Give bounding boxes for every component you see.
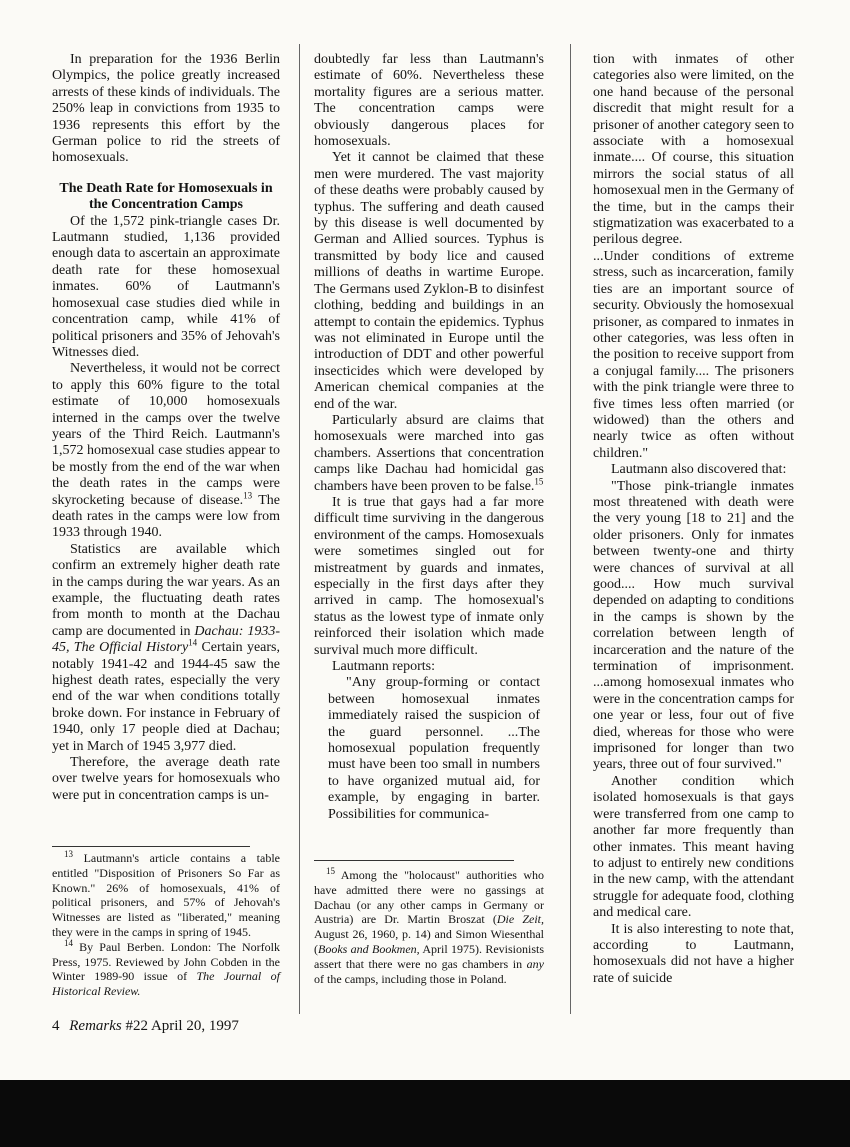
- footnote-15: [314, 868, 544, 986]
- paragraph: It is also interesting to note that, according to Lautmann, homosexuals did not have a higher rate of suicide: [593, 921, 794, 986]
- paragraph: Of the 1,572 pink-triangle cases Dr. Lautmann studied, 1,136 provided enough data to ascertain an approximate death rate for these homosexual inmates. 60% of Lautmann's homosexual case studies died while in concentration camp, while 41% of political prisoners and 35% of Jehovah's Witnesses died.: [52, 213, 280, 360]
- footnote-rule: [314, 860, 514, 861]
- text-run: Lautmann's article contains a table entitled "Disposition of Prisoners So Far as Known." 26% of homosexuals, 41% of political prisoners, and 57% of Jehovah's Witnesses are listed as "liberated," meaning they were in the camps in spring of 1945.: [52, 851, 280, 939]
- paragraph: Yet it cannot be claimed that these men were murdered. The vast majority of these deaths were probably caused by typhus. The suffering and death caused by this disease is well documented by German and Allied sources. Typhus is transmitted by body lice and caused millions of deaths in wartime Europe. The Germans used Zyklon-B to disinfest clothing, bedding and buildings in an attempt to contain the epidemics. Typhus was not eliminated in Europe until the introduction of DDT and other powerful insecticides which were developed by American chemical companies at the end of the war.: [314, 150, 544, 412]
- quote-text: ...Under conditions of extreme stress, such as incarceration, family ties are an important source of security. Obviously the homosexual prisoner, as compared to inmates in other categories, was less often in the position to receive support from a conjugal family.... The prisoners with the pink triangle were three to five times less often married (or widowed) than the others and nearly twice as often without children.": [593, 248, 794, 461]
- text-run: By Paul Berben. London: The Norfolk Press, 1975. Reviewed by John Cobden in the Winter 1989-90 issue of: [52, 939, 280, 984]
- footnote-14: [52, 937, 280, 999]
- column-1: [52, 52, 280, 804]
- paragraph: Another condition which isolated homosexuals is that gays were transferred from one camp to another far more frequently than other inmates. This meant having to adjust to entirely new conditions in the new camp, with the attendant struggle for adequate food, clothing and medical care.: [593, 773, 794, 921]
- footnote-number: 14: [64, 937, 73, 948]
- issue-date: April 20, 1997: [150, 1018, 239, 1034]
- paragraph: It is true that gays had a far more difficult time surviving in the dangerous environment of the camps. Homosexuals were sometimes singled out for mistreatment by guards and inmates, especially in the first days after they arrived in camp. The homosexual's status as the lowest type of inmate only reinforced their isolation which made survival much more difficult.: [314, 494, 544, 658]
- footnote-13: [52, 851, 280, 940]
- footnote-rule: [52, 846, 250, 847]
- section-heading: The Death Rate for Homosexuals in the Concentration Camps: [59, 180, 273, 213]
- paragraph: In preparation for the 1936 Berlin Olympics, the police greatly increased arrests of these kinds of individuals. The 250% leap in convictions from 1935 to 1936 represents this effort by the German police to rid the streets of homosexuals.: [52, 52, 280, 166]
- quote-text: "Those pink-triangle inmates most threatened with death were the very young [18 to 21] and the older prisoners. Only for inmates between twenty-one and thirty were chances of survival at all good.... How much survival depended on adapting to conditions in the camps is shown by the correlation between length of incarceration and the nature of the termination of imprisonment. ...among homosexual inmates who were in the concentration camps for one year or less, four out of five died, whereas for those who were imprisoned for longer than two years, three out of four survived.": [593, 478, 794, 773]
- emphasis: any: [526, 956, 544, 971]
- column-3: [593, 52, 794, 987]
- footnote-ref-15: 15: [534, 475, 544, 486]
- column-divider-left: [299, 44, 300, 1014]
- column-divider-right: [570, 44, 571, 1014]
- footnote-number: 15: [326, 866, 335, 876]
- page-footer: [52, 1018, 239, 1035]
- footnote-ref-13: 13: [243, 489, 253, 500]
- paragraph: [314, 413, 544, 495]
- text-run: Particularly absurd are claims that homosexuals were marched into gas chambers. Assertions that concentration camps like Dachau had homicidal gas chambers have been proven to be false.: [314, 412, 544, 494]
- text-run: of the camps, including those in Poland.: [314, 971, 507, 986]
- publication-title: Die Zeit,: [496, 912, 544, 927]
- paragraph: [52, 361, 280, 541]
- scan-border: [0, 1080, 850, 1147]
- publication-title: Books and Bookmen,: [318, 941, 420, 956]
- text-run: Among the "holocaust" authorities who have admitted there were no gassings at Dachau (or any other camps in Germany or Austria) are Dr. Martin Broszat (: [314, 868, 544, 927]
- paragraph: Lautmann also discovered that:: [611, 462, 787, 478]
- text-run: August 26, 1960, p. 14) and Simon Wiesenthal (: [314, 927, 544, 956]
- book-title: Dachau: 1933-45, The Official History: [52, 623, 280, 656]
- text-run: Nevertheless, it would not be correct to apply this 60% figure to the total estimate of 10,000 homosexuals interned in the camps over the twelve years of the Third Reich. Lautmann's 1,572 homosexual case studies appear to be mostly from the end of the war when the death rates in the camps were skyrocketing because of disease.: [52, 361, 280, 508]
- text-run: Statistics are available which confirm an extremely higher death rate in the camps during the war years. As an example, the fluctuating death rates from month to month at the Dachau camp are documented in: [52, 541, 280, 639]
- footnote-ref-14: 14: [188, 637, 198, 648]
- issue-number: #22: [125, 1018, 148, 1034]
- paragraph: doubtedly far less than Lautmann's estimate of 60%. Nevertheless these mortality figures are a serious matter. The concentration camps were obviously dangerous places for homosexuals.: [314, 52, 544, 150]
- journal-title: The Journal of Historical Review.: [52, 969, 280, 999]
- paragraph: Therefore, the average death rate over twelve years for homosexuals who were put in concentration camps is un-: [52, 755, 280, 803]
- footnote-number: 13: [64, 849, 73, 859]
- paragraph: Lautmann reports:: [332, 659, 436, 675]
- column-2: [314, 52, 544, 823]
- block-quote: [328, 675, 540, 823]
- quote-text: "Any group-forming or contact between homosexual inmates immediately raised the suspicion of the guard personnel. ...The homosexual population frequently must have been too small in numbers to have organized mutual aid, for example, by engaging in barter. Possibilities for communica-: [328, 675, 540, 822]
- text-run: The death rates in the camps were low from 1933 through 1940.: [52, 492, 281, 541]
- quote-text: tion with inmates of other categories also were limited, on the one hand because of the personal discredit that might result for a prisoner of another category seen to associate with a homosexual inmate.... Of course, this situation mirrors the social status of all homosexual men in the Germany of the time, but in the camps their stigmatization was exacerbated to a perilous degree.: [593, 52, 795, 248]
- paragraph: [52, 542, 280, 755]
- footnotes-middle: [314, 868, 544, 986]
- page-number: 4: [52, 1018, 60, 1034]
- text-run: April 1975). Revisionists assert that there were no gas chambers in: [314, 941, 544, 971]
- publication-name: Remarks: [69, 1018, 122, 1034]
- footnotes-left: [52, 851, 280, 999]
- text-run: Certain years, notably 1941-42 and 1944-45 saw the highest death rates, especially the very end of the war when conditions totally broke down. For instance in February of 1940, only 17 people died at Dachau; yet in March of 1945 3,977 died.: [52, 640, 280, 754]
